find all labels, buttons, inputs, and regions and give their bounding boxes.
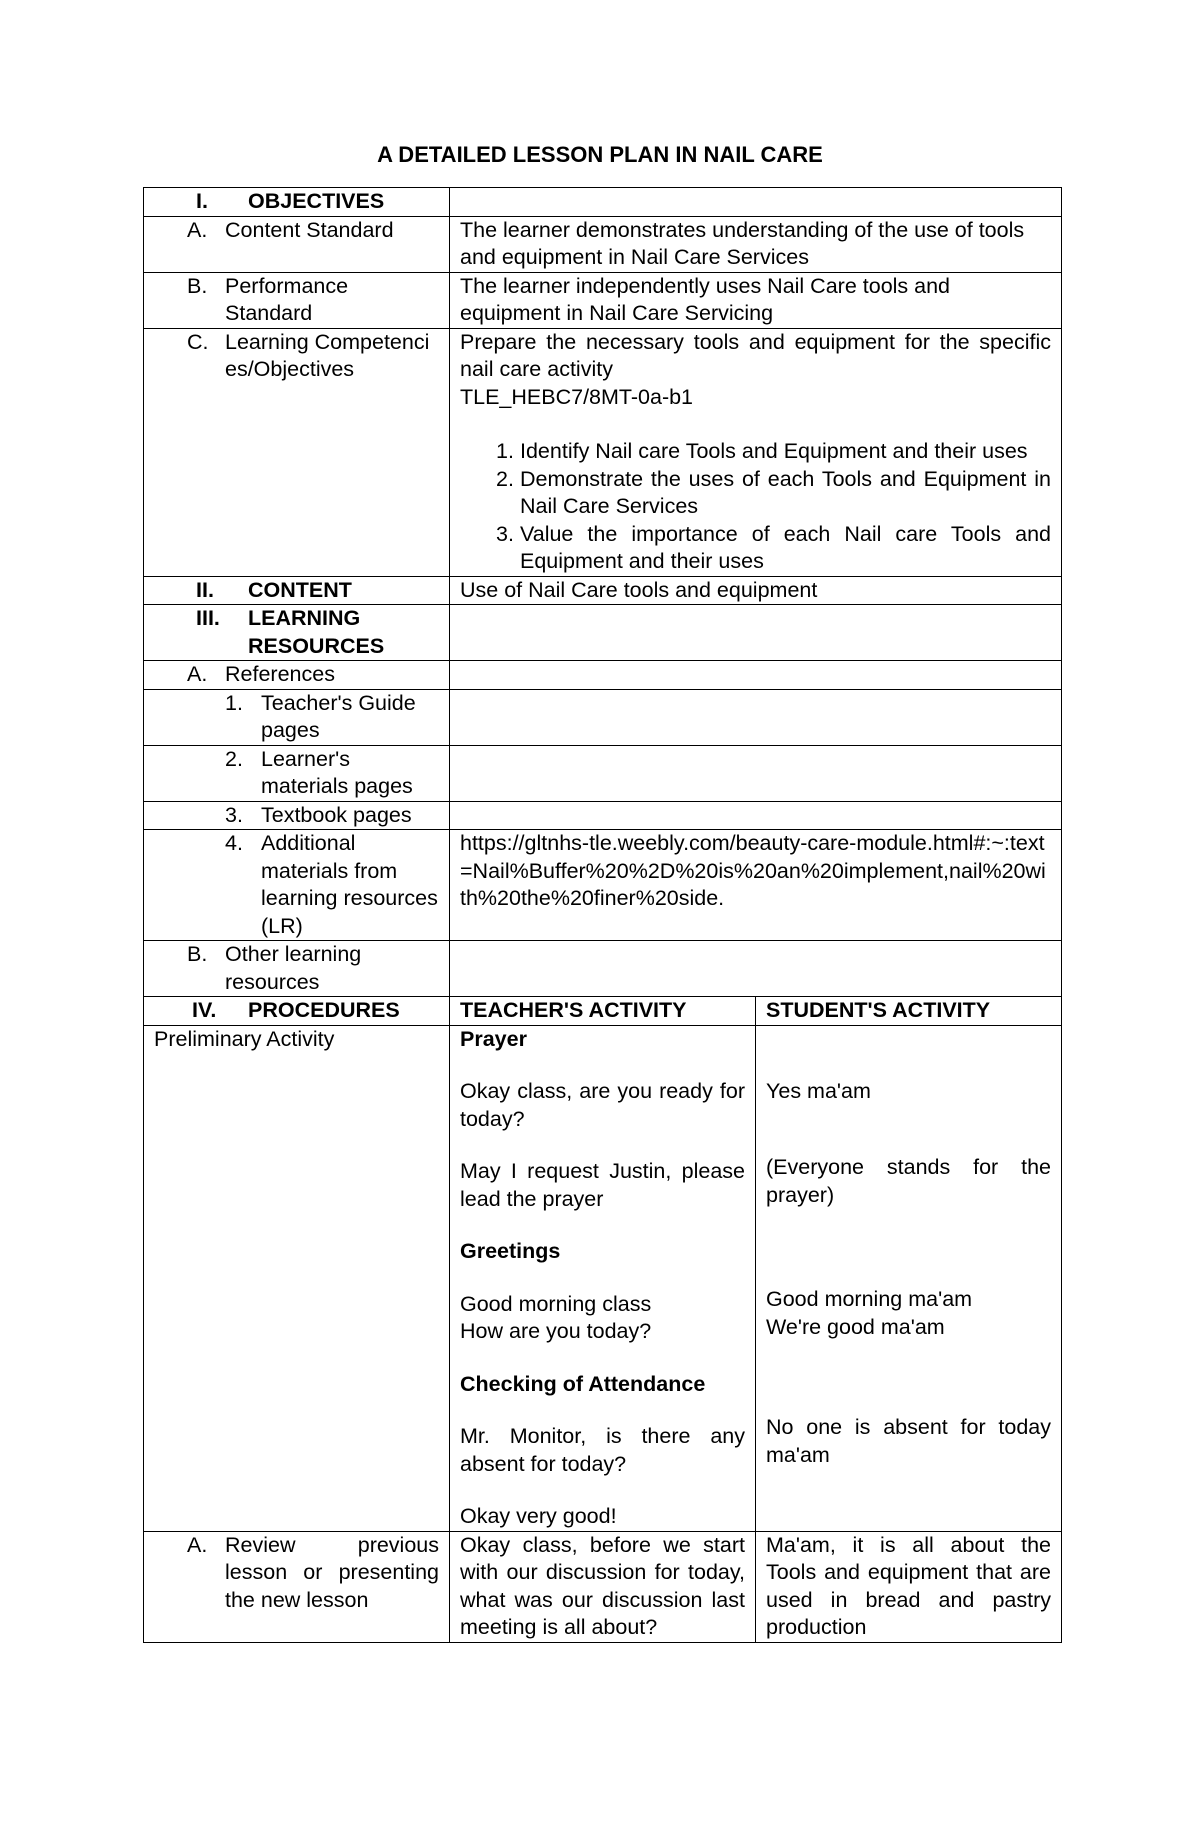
teachers-guide-row [144, 689, 1062, 745]
item-number: 2. [225, 746, 243, 771]
section-number: I. [196, 189, 208, 213]
section-label: OBJECTIVES [248, 189, 385, 213]
content-standard-row [144, 216, 1062, 272]
student-activity-header: STUDENT'S ACTIVITY [756, 997, 1062, 1026]
competency-code: TLE_HEBC7/8MT-0a-b1 [460, 384, 694, 409]
item-number: 3. [225, 802, 243, 827]
section-label: CONTENT [248, 577, 352, 602]
student-line: (Everyone stands for the prayer) [766, 1155, 1051, 1207]
empty-cell [450, 188, 1062, 217]
objectives-list [460, 438, 1051, 576]
review-row [144, 1531, 1062, 1642]
objectives-row [144, 188, 1062, 217]
item-letter: B. [187, 273, 208, 298]
row-label: Content Standard [225, 217, 394, 242]
resource-link[interactable]: https://gltnhs-tle.weebly.com/beauty-care-module.html#:~:text=Nail%Buffer%20%2D%20is%20an%20implement,nail%20with%20the%20finer%20side. [450, 830, 1062, 941]
objectives-heading-cell [144, 188, 450, 217]
lesson-plan-table [143, 187, 1062, 1643]
item-letter: A. [187, 217, 208, 242]
teacher-line: Okay very good! [460, 1504, 617, 1528]
student-line: Yes ma'am [766, 1078, 871, 1103]
empty-cell [450, 605, 1062, 661]
empty-cell [450, 801, 1062, 830]
teacher-review-text: Okay class, before we start with our discussion for today, what was our discussion last meeting is all about? [450, 1531, 756, 1642]
row-label: References [225, 662, 335, 686]
item-number: 1. [225, 690, 243, 715]
teacher-line: How are you today? [460, 1319, 652, 1343]
row-label: Teacher's Guide pages [261, 690, 416, 742]
item-letter: A. [187, 1532, 208, 1557]
competencies-cell [450, 328, 1062, 576]
preliminary-activity-label: Preliminary Activity [144, 1025, 450, 1531]
teacher-activity-cell [450, 1025, 756, 1531]
teacher-line: May I request Justin, please lead the prayer [460, 1159, 745, 1211]
content-text: Use of Nail Care tools and equipment [450, 576, 1062, 605]
item-number: 4. [225, 831, 243, 855]
row-label: Review previous lesson or presenting the new lesson [225, 1532, 439, 1612]
section-number: III. [196, 606, 220, 630]
student-line: No one is absent for today ma'am [766, 1415, 1051, 1467]
student-activity-cell [756, 1025, 1062, 1531]
student-line: We're good ma'am [766, 1314, 945, 1339]
row-label: Learner's materials pages [261, 746, 413, 798]
teacher-line: Okay class, are you ready for today? [460, 1079, 745, 1131]
content-row [144, 576, 1062, 605]
section-number: II. [196, 577, 214, 602]
teacher-line: Good morning class [460, 1291, 652, 1316]
section-number: IV. [192, 998, 217, 1022]
procedures-header-row [144, 997, 1062, 1026]
preliminary-activity-row [144, 1025, 1062, 1531]
learners-materials-row [144, 745, 1062, 801]
attendance-heading: Checking of Attendance [460, 1371, 706, 1396]
teacher-line: Mr. Monitor, is there any absent for today? [460, 1424, 745, 1476]
references-row [144, 661, 1062, 690]
performance-standard-row [144, 272, 1062, 328]
content-standard-text: The learner demonstrates understanding of the use of tools and equipment in Nail Care Services [450, 216, 1062, 272]
competencies-intro: Prepare the necessary tools and equipment for the specific nail care activity [460, 329, 1051, 381]
student-review-text: Ma'am, it is all about the Tools and equipment that are used in bread and pastry production [756, 1531, 1062, 1642]
row-label: Other learning resources [225, 942, 362, 994]
item-letter: B. [187, 942, 208, 966]
item-letter: A. [187, 662, 208, 686]
textbook-row [144, 801, 1062, 830]
empty-cell [450, 745, 1062, 801]
additional-materials-row [144, 830, 1062, 941]
item-letter: C. [187, 329, 209, 354]
teacher-activity-header: TEACHER'S ACTIVITY [450, 997, 756, 1026]
empty-cell [450, 689, 1062, 745]
other-resources-row [144, 941, 1062, 997]
student-line: Good morning ma'am [766, 1287, 973, 1311]
empty-cell [450, 941, 1062, 997]
performance-standard-text: The learner independently uses Nail Care tools and equipment in Nail Care Servicing [450, 272, 1062, 328]
row-label: Learning Competencies/Objectives [225, 329, 430, 381]
list-item: 3. Value the importance of each Nail care Tools and Equipment and their uses [496, 521, 1051, 573]
section-label: PROCEDURES [248, 998, 400, 1022]
learning-resources-row [144, 605, 1062, 661]
greetings-heading: Greetings [460, 1239, 561, 1263]
section-label: LEARNING RESOURCES [248, 606, 385, 658]
prayer-heading: Prayer [460, 1026, 527, 1051]
row-label: Textbook pages [261, 802, 412, 827]
page-title: A DETAILED LESSON PLAN IN NAIL CARE [377, 142, 823, 167]
competencies-row [144, 328, 1062, 576]
empty-cell [450, 661, 1062, 690]
row-label: Performance Standard [225, 273, 349, 325]
row-label: Additional materials from learning resources (LR) [261, 831, 438, 938]
list-item: 1. Identify Nail care Tools and Equipment and their uses [496, 439, 1028, 463]
list-item: 2. Demonstrate the uses of each Tools and Equipment in Nail Care Services [496, 466, 1051, 518]
